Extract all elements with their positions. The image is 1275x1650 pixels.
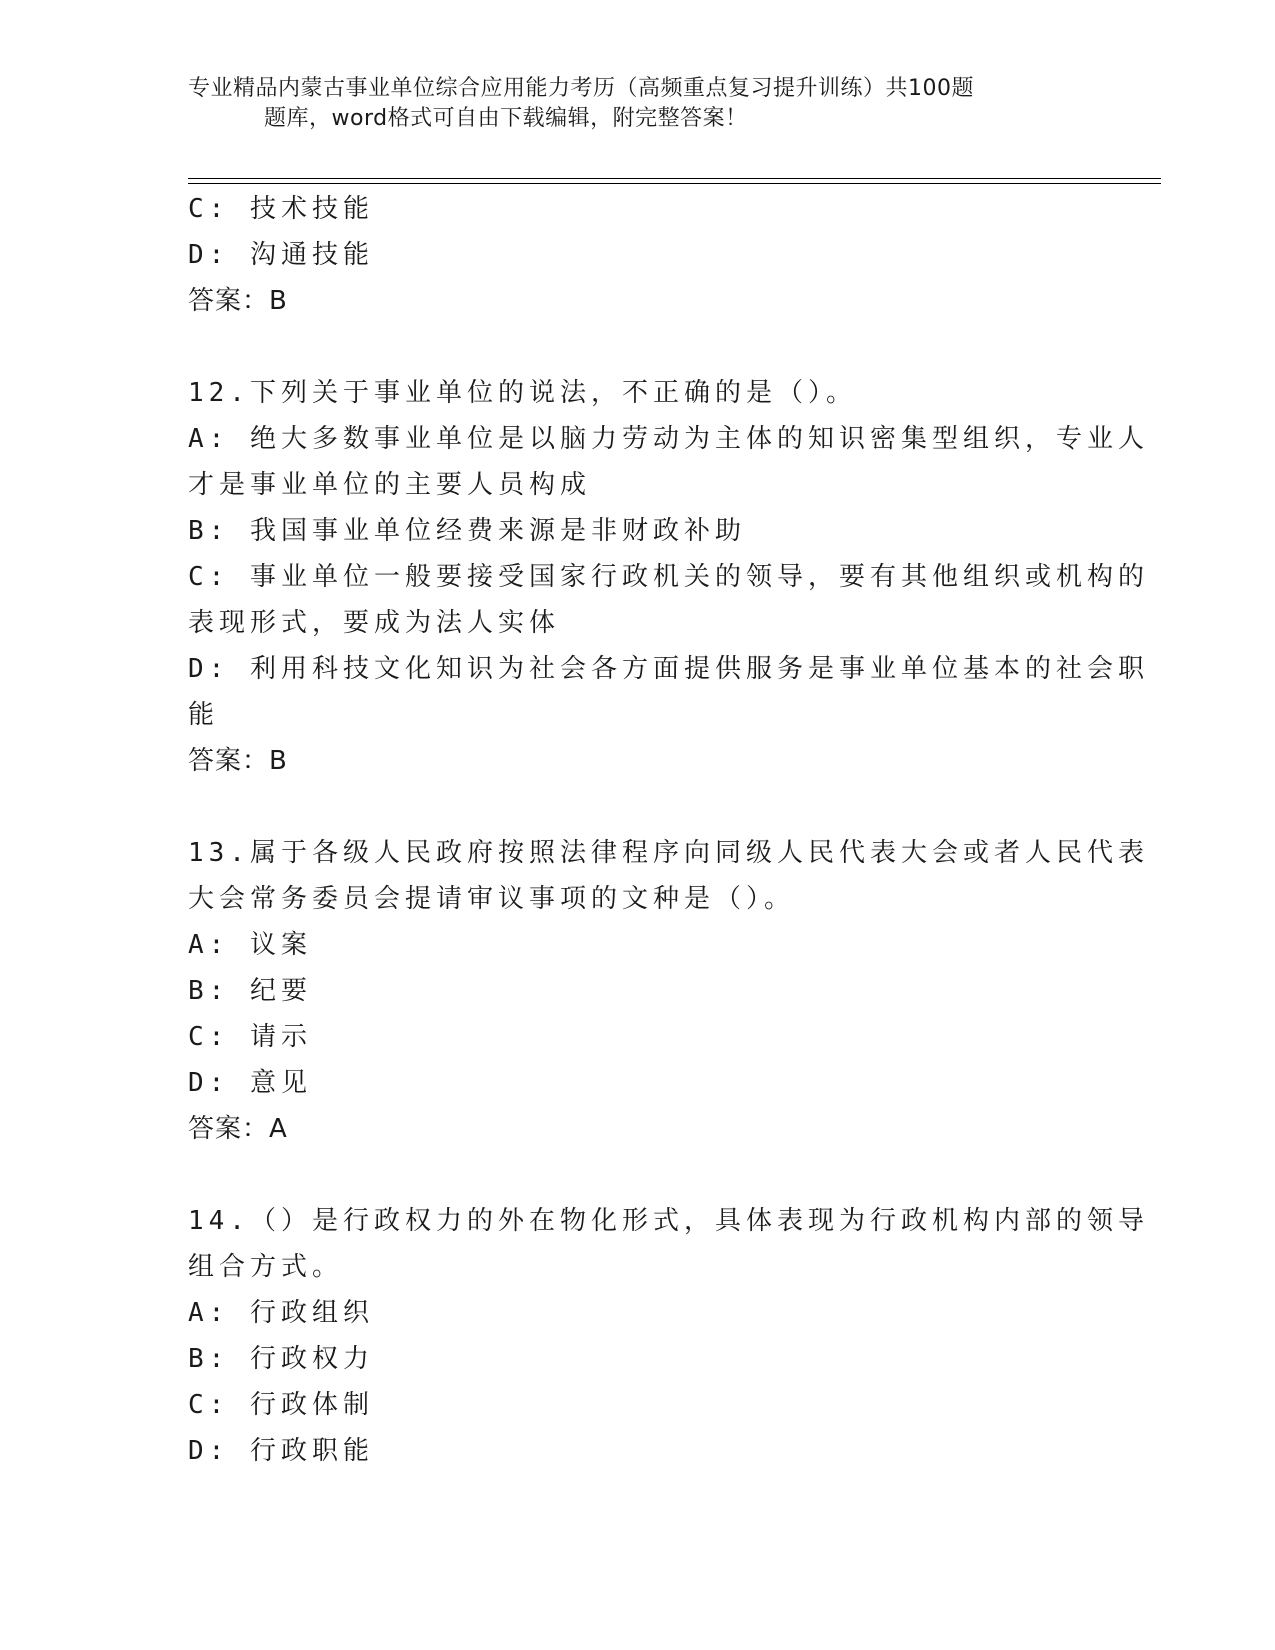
option-d: D: 沟通技能: [188, 240, 374, 270]
option-a-line2: 才是事业单位的主要人员构成: [188, 470, 592, 500]
option-c-line1: C: 事业单位一般要接受国家行政机关的领导，要有其他组织或机构的: [188, 562, 1149, 592]
question-stem: 12.下列关于事业单位的说法，不正确的是（）。: [188, 378, 857, 408]
question-stem-line2: 大会常务委员会提请审议事项的文种是（）。: [188, 884, 796, 914]
option-d-line2: 能: [188, 700, 220, 730]
question-13: [188, 830, 1149, 1152]
question-11-continuation: [188, 186, 1088, 324]
option-c-line2: 表现形式，要成为法人实体: [188, 608, 561, 638]
question-stem-line1: 13.属于各级人民政府按照法律程序向同级人民代表大会或者人民代表: [188, 838, 1149, 868]
answer-line: 答案：B: [188, 286, 288, 316]
option-b: B: 纪要: [188, 976, 312, 1006]
spacer: [188, 784, 1088, 830]
answer-line: 答案：A: [188, 1114, 288, 1144]
question-stem-line2: 组合方式。: [188, 1252, 344, 1282]
answer-line: 答案：B: [188, 746, 288, 776]
header-title-line1: 专业精品内蒙古事业单位综合应用能力考历（高频重点复习提升训练）共100题: [188, 76, 974, 101]
header-divider-top: [188, 178, 1161, 179]
option-d-line1: D: 利用科技文化知识为社会各方面提供服务是事业单位基本的社会职: [188, 654, 1149, 684]
option-b: B: 行政权力: [188, 1344, 374, 1374]
option-a: A: 行政组织: [188, 1298, 374, 1328]
option-b: B: 我国事业单位经费来源是非财政补助: [188, 516, 746, 546]
document-header: [188, 74, 1088, 134]
question-14: [188, 1198, 1149, 1474]
header-divider-bottom: [188, 183, 1161, 184]
spacer: [188, 1152, 1088, 1198]
spacer: [188, 324, 1088, 370]
option-d: D: 意见: [188, 1068, 312, 1098]
question-stem-line1: 14.（）是行政权力的外在物化形式，具体表现为行政机构内部的领导: [188, 1206, 1149, 1236]
option-a: A: 议案: [188, 930, 312, 960]
option-c: C: 技术技能: [188, 194, 374, 224]
option-c: C: 请示: [188, 1022, 312, 1052]
option-a-line1: A: 绝大多数事业单位是以脑力劳动为主体的知识密集型组织，专业人: [188, 424, 1149, 454]
option-d: D: 行政职能: [188, 1436, 374, 1466]
question-12: [188, 370, 1149, 784]
header-title-line2: 题库，word格式可自由下载编辑，附完整答案！: [264, 106, 748, 131]
document-body: [188, 186, 1149, 1474]
option-c: C: 行政体制: [188, 1390, 374, 1420]
